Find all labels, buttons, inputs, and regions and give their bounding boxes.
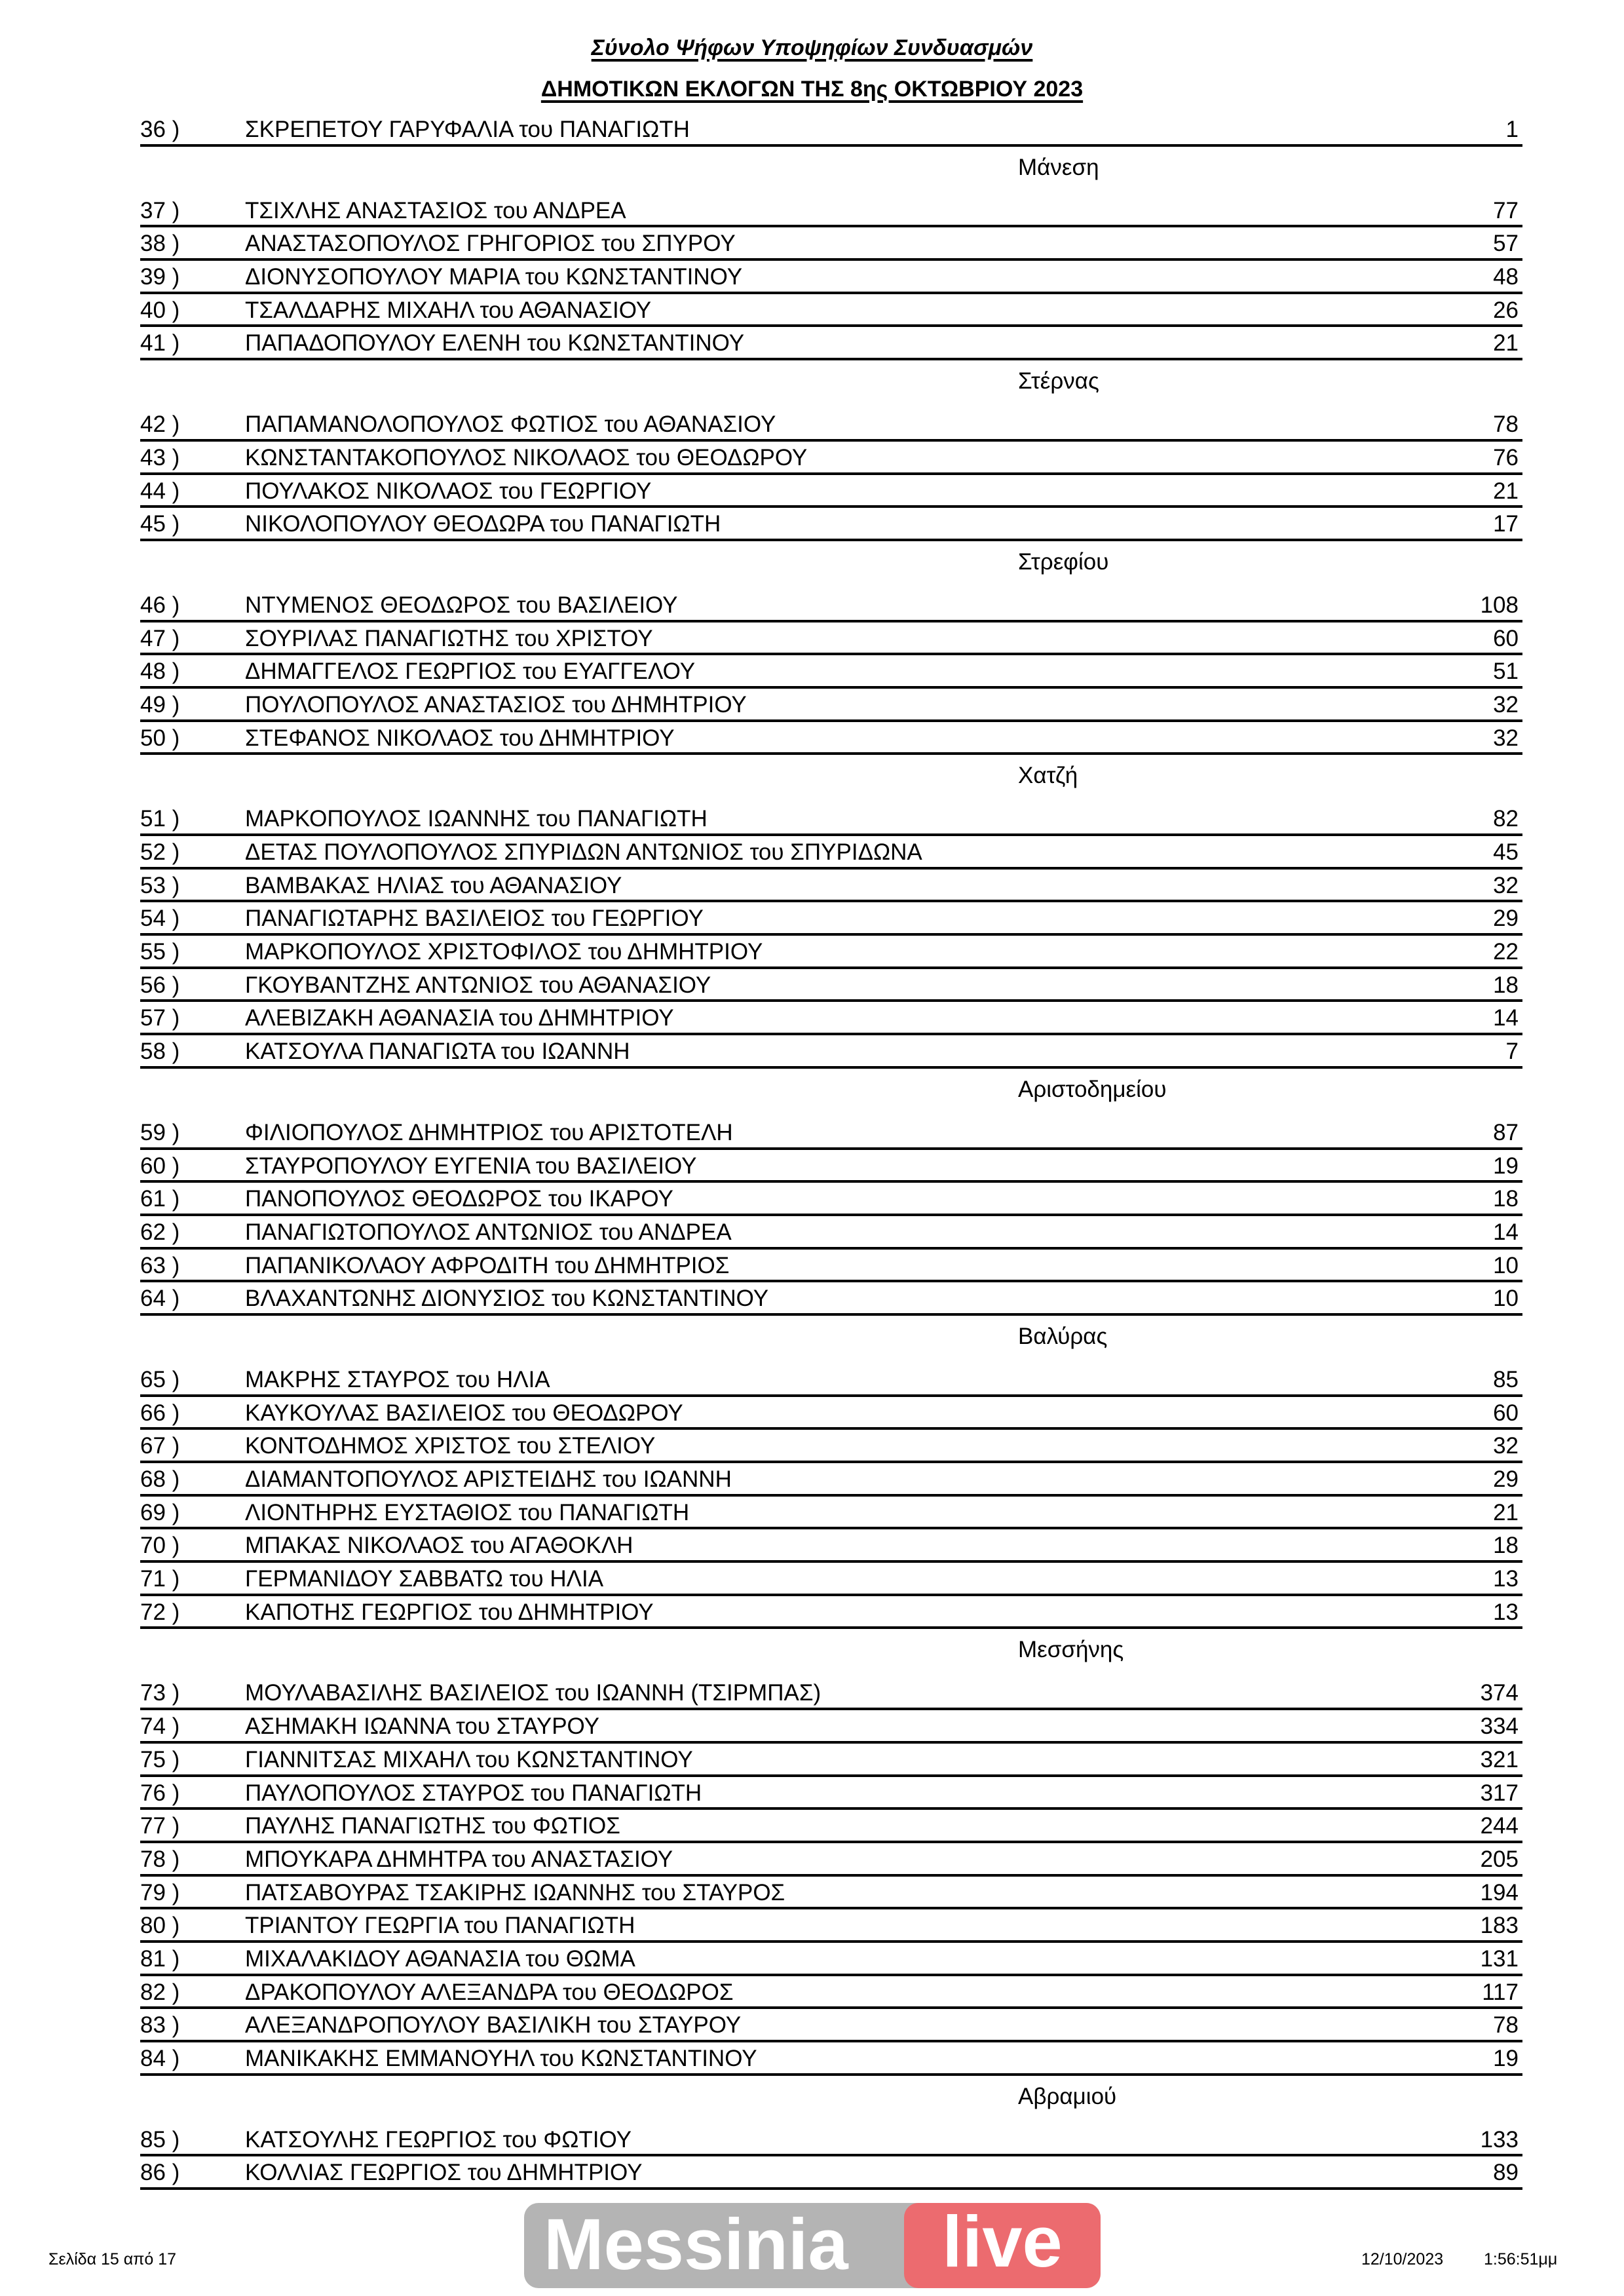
candidate-row xyxy=(140,1596,1522,1630)
candidate-row xyxy=(140,969,1522,1003)
candidate-number: 58 ) xyxy=(140,1039,180,1065)
candidate-number: 47 ) xyxy=(140,625,180,651)
candidate-votes-list xyxy=(140,113,1522,2190)
candidate-row xyxy=(140,1150,1522,1183)
candidate-number: 70 ) xyxy=(140,1533,180,1559)
candidate-votes: 19 xyxy=(1493,2046,1519,2071)
candidate-row xyxy=(140,1877,1522,1910)
candidate-row xyxy=(140,1909,1522,1943)
candidate-row xyxy=(140,1497,1522,1530)
candidate-number: 39 ) xyxy=(140,264,180,290)
candidate-number: 83 ) xyxy=(140,2012,180,2038)
candidate-number: 56 ) xyxy=(140,972,180,998)
candidate-row xyxy=(140,2156,1522,2190)
candidate-number: 37 ) xyxy=(140,197,180,223)
candidate-row xyxy=(140,655,1522,689)
candidate-name: ΣΤΑΥΡΟΠΟΥΛΟΥ ΕΥΓΕΝΙΑ του ΒΑΣΙΛΕΙΟΥ xyxy=(245,1153,697,1179)
section-name: Βαλύρας xyxy=(1018,1323,1108,1349)
candidate-row xyxy=(140,1563,1522,1596)
candidate-votes: 317 xyxy=(1480,1780,1519,1806)
candidate-row xyxy=(140,1463,1522,1497)
candidate-row xyxy=(140,442,1522,475)
candidate-number: 53 ) xyxy=(140,872,180,898)
candidate-row xyxy=(140,2124,1522,2157)
candidate-name: ΑΛΕΒΙΖΑΚΗ ΑΘΑΝΑΣΙΑ του ΔΗΜΗΤΡΙΟΥ xyxy=(245,1005,674,1031)
candidate-votes: 133 xyxy=(1480,2126,1519,2152)
candidate-row xyxy=(140,508,1522,541)
candidate-row xyxy=(140,1282,1522,1316)
section-name: Μεσσήνης xyxy=(1018,1637,1124,1663)
candidate-name: ΜΑΝΙΚΑΚΗΣ ΕΜΜΑΝΟΥΗΛ του ΚΩΝΣΤΑΝΤΙΝΟΥ xyxy=(245,2046,757,2071)
candidate-votes: 89 xyxy=(1493,2160,1519,2186)
candidate-votes: 57 xyxy=(1493,231,1519,257)
candidate-name: ΣΤΕΦΑΝΟΣ ΝΙΚΟΛΑΟΣ του ΔΗΜΗΤΡΙΟΥ xyxy=(245,725,675,751)
candidate-row xyxy=(140,1250,1522,1283)
candidate-row xyxy=(140,1002,1522,1035)
candidate-votes: 32 xyxy=(1493,1433,1519,1459)
candidate-number: 48 ) xyxy=(140,659,180,685)
candidate-votes: 205 xyxy=(1480,1846,1519,1872)
watermark-brand: Messinia xyxy=(544,2204,848,2285)
candidate-row xyxy=(140,1216,1522,1250)
document-subtitle: ΔΗΜΟΤΙΚΩΝ ΕΚΛΟΓΩΝ ΤΗΣ 8ης ΟΚΤΩΒΡΙΟΥ 2023 xyxy=(540,77,1084,102)
candidate-row xyxy=(140,1430,1522,1463)
candidate-votes: 60 xyxy=(1493,1400,1519,1426)
candidate-number: 59 ) xyxy=(140,1119,180,1145)
candidate-name: ΚΑΥΚΟΥΛΑΣ ΒΑΣΙΛΕΙΟΣ του ΘΕΟΔΩΡΟΥ xyxy=(245,1400,683,1426)
candidate-row xyxy=(140,803,1522,836)
candidate-votes: 60 xyxy=(1493,625,1519,651)
candidate-number: 44 ) xyxy=(140,478,180,504)
candidate-row xyxy=(140,475,1522,508)
candidate-votes: 29 xyxy=(1493,1466,1519,1492)
section-header xyxy=(140,360,1522,408)
candidate-row xyxy=(140,1117,1522,1150)
candidate-name: ΑΛΕΞΑΝΔΡΟΠΟΥΛΟΥ ΒΑΣΙΛΙΚΗ του ΣΤΑΥΡΟΥ xyxy=(245,2012,742,2038)
candidate-votes: 14 xyxy=(1493,1219,1519,1245)
candidate-number: 75 ) xyxy=(140,1746,180,1772)
candidate-votes: 17 xyxy=(1493,511,1519,537)
candidate-name: ΝΙΚΟΛΟΠΟΥΛΟΥ ΘΕΟΔΩΡΑ του ΠΑΝΑΓΙΩΤΗ xyxy=(245,511,721,537)
candidate-number: 67 ) xyxy=(140,1433,180,1459)
candidate-row xyxy=(140,227,1522,261)
candidate-number: 73 ) xyxy=(140,1680,180,1706)
candidate-votes: 21 xyxy=(1493,330,1519,356)
candidate-name: ΜΠΑΚΑΣ ΝΙΚΟΛΑΟΣ του ΑΓΑΘΟΚΛΗ xyxy=(245,1533,633,1559)
candidate-number: 38 ) xyxy=(140,231,180,257)
candidate-votes: 334 xyxy=(1480,1713,1519,1740)
candidate-row xyxy=(140,1744,1522,1777)
candidate-name: ΜΟΥΛΑΒΑΣΙΛΗΣ ΒΑΣΙΛΕΙΟΣ του ΙΩΑΝΝΗ (ΤΣΙΡΜΠΑΣ) xyxy=(245,1680,821,1706)
candidate-number: 86 ) xyxy=(140,2160,180,2186)
messinia-live-watermark xyxy=(524,2203,1101,2288)
candidate-votes: 108 xyxy=(1480,592,1519,618)
candidate-row xyxy=(140,722,1522,756)
candidate-name: ΠΑΠΑΔΟΠΟΥΛΟΥ ΕΛΕΝΗ του ΚΩΝΣΤΑΝΤΙΝΟΥ xyxy=(245,330,745,356)
candidate-name: ΔΗΜΑΓΓΕΛΟΣ ΓΕΩΡΓΙΟΣ του ΕΥΑΓΓΕΛΟΥ xyxy=(245,659,696,685)
candidate-name: ΠΑΝΑΓΙΩΤΑΡΗΣ ΒΑΣΙΛΕΙΟΣ του ΓΕΩΡΓΙΟΥ xyxy=(245,906,704,932)
candidate-votes: 29 xyxy=(1493,906,1519,932)
candidate-name: ΠΑΥΛΟΠΟΥΛΟΣ ΣΤΑΥΡΟΣ του ΠΑΝΑΓΙΩΤΗ xyxy=(245,1780,702,1806)
candidate-number: 64 ) xyxy=(140,1286,180,1312)
candidate-votes: 10 xyxy=(1493,1286,1519,1312)
candidate-name: ΔΙΟΝΥΣΟΠΟΥΛΟΥ ΜΑΡΙΑ του ΚΩΝΣΤΑΝΤΙΝΟΥ xyxy=(245,264,743,290)
candidate-number: 82 ) xyxy=(140,1979,180,2005)
candidate-number: 49 ) xyxy=(140,691,180,718)
section-header xyxy=(140,2076,1522,2124)
candidate-name: ΤΣΑΛΔΑΡΗΣ ΜΙΧΑΗΛ του ΑΘΑΝΑΣΙΟΥ xyxy=(245,297,652,323)
candidate-number: 74 ) xyxy=(140,1713,180,1740)
candidate-number: 55 ) xyxy=(140,939,180,965)
candidate-row xyxy=(140,408,1522,442)
section-name: Στρεφίου xyxy=(1018,548,1109,575)
candidate-votes: 21 xyxy=(1493,1499,1519,1525)
candidate-number: 80 ) xyxy=(140,1913,180,1939)
candidate-name: ΔΡΑΚΟΠΟΥΛΟΥ ΑΛΕΞΑΝΔΡΑ του ΘΕΟΔΩΡΟΣ xyxy=(245,1979,734,2005)
candidate-name: ΓΚΟΥΒΑΝΤΖΗΣ ΑΝΤΩΝΙΟΣ του ΑΘΑΝΑΣΙΟΥ xyxy=(245,972,711,998)
candidate-number: 50 ) xyxy=(140,725,180,751)
candidate-number: 40 ) xyxy=(140,297,180,323)
candidate-votes: 194 xyxy=(1480,1879,1519,1905)
candidate-row xyxy=(140,1035,1522,1069)
candidate-name: ΓΕΡΜΑΝΙΔΟΥ ΣΑΒΒΑΤΩ του ΗΛΙΑ xyxy=(245,1566,604,1592)
candidate-row xyxy=(140,1976,1522,2010)
candidate-name: ΑΣΗΜΑΚΗ ΙΩΑΝΝΑ του ΣΤΑΥΡΟΥ xyxy=(245,1713,599,1740)
candidate-number: 72 ) xyxy=(140,1599,180,1625)
candidate-name: ΜΑΡΚΟΠΟΥΛΟΣ ΧΡΙΣΤΟΦΙΛΟΣ του ΔΗΜΗΤΡΙΟΥ xyxy=(245,939,763,965)
candidate-row xyxy=(140,689,1522,722)
section-name: Στέρνας xyxy=(1018,368,1099,394)
candidate-row xyxy=(140,1397,1522,1430)
candidate-votes: 18 xyxy=(1493,972,1519,998)
candidate-row xyxy=(140,870,1522,903)
candidate-votes: 131 xyxy=(1480,1945,1519,1972)
candidate-votes: 7 xyxy=(1505,1039,1519,1065)
candidate-name: ΤΣΙΧΛΗΣ ΑΝΑΣΤΑΣΙΟΣ του ΑΝΔΡΕΑ xyxy=(245,197,626,223)
candidate-row xyxy=(140,836,1522,870)
candidate-number: 45 ) xyxy=(140,511,180,537)
candidate-name: ΓΙΑΝΝΙΤΣΑΣ ΜΙΧΑΗΛ του ΚΩΝΣΤΑΝΤΙΝΟΥ xyxy=(245,1746,693,1772)
candidate-row xyxy=(140,1183,1522,1216)
candidate-votes: 22 xyxy=(1493,939,1519,965)
candidate-number: 57 ) xyxy=(140,1005,180,1031)
page-number: Σελίδα 15 από 17 xyxy=(48,2250,177,2268)
candidate-votes: 32 xyxy=(1493,691,1519,718)
candidate-name: ΛΙΟΝΤΗΡΗΣ ΕΥΣΤΑΘΙΟΣ του ΠΑΝΑΓΙΩΤΗ xyxy=(245,1499,690,1525)
candidate-number: 43 ) xyxy=(140,444,180,470)
print-date: 12/10/2023 xyxy=(1361,2250,1444,2268)
candidate-votes: 321 xyxy=(1480,1746,1519,1772)
candidate-votes: 78 xyxy=(1493,411,1519,438)
candidate-number: 63 ) xyxy=(140,1252,180,1278)
candidate-number: 52 ) xyxy=(140,839,180,865)
section-header xyxy=(140,541,1522,589)
candidate-number: 62 ) xyxy=(140,1219,180,1245)
candidate-votes: 77 xyxy=(1493,197,1519,223)
candidate-number: 66 ) xyxy=(140,1400,180,1426)
section-name: Αβραμιού xyxy=(1018,2083,1117,2109)
candidate-votes: 374 xyxy=(1480,1680,1519,1706)
candidate-row xyxy=(140,195,1522,228)
candidate-votes: 48 xyxy=(1493,264,1519,290)
candidate-votes: 76 xyxy=(1493,444,1519,470)
candidate-number: 76 ) xyxy=(140,1780,180,1806)
candidate-row xyxy=(140,1943,1522,1976)
candidate-name: ΠΑΠΑΝΙΚΟΛΑΟΥ ΑΦΡΟΔΙΤΗ του ΔΗΜΗΤΡΙΟΣ xyxy=(245,1252,730,1278)
candidate-name: ΚΑΤΣΟΥΛΗΣ ΓΕΩΡΓΙΟΣ του ΦΩΤΙΟΥ xyxy=(245,2126,632,2152)
candidate-row xyxy=(140,1529,1522,1563)
section-header xyxy=(140,1316,1522,1364)
candidate-row xyxy=(140,2042,1522,2076)
candidate-number: 60 ) xyxy=(140,1153,180,1179)
section-header xyxy=(140,147,1522,195)
candidate-name: ΜΙΧΑΛΑΚΙΔΟΥ ΑΘΑΝΑΣΙΑ του ΘΩΜΑ xyxy=(245,1945,635,1972)
candidate-name: ΠΟΥΛΟΠΟΥΛΟΣ ΑΝΑΣΤΑΣΙΟΣ του ΔΗΜΗΤΡΙΟΥ xyxy=(245,691,747,718)
candidate-name: ΣΟΥΡΙΛΑΣ ΠΑΝΑΓΙΩΤΗΣ του ΧΡΙΣΤΟΥ xyxy=(245,625,653,651)
candidate-votes: 18 xyxy=(1493,1533,1519,1559)
candidate-name: ΠΑΠΑΜΑΝΟΛΟΠΟΥΛΟΣ ΦΩΤΙΟΣ του ΑΘΑΝΑΣΙΟΥ xyxy=(245,411,776,438)
candidate-votes: 87 xyxy=(1493,1119,1519,1145)
candidate-row xyxy=(140,1710,1522,1744)
candidate-votes: 117 xyxy=(1482,1979,1519,2005)
candidate-name: ΦΙΛΙΟΠΟΥΛΟΣ ΔΗΜΗΤΡΙΟΣ του ΑΡΙΣΤΟΤΕΛΗ xyxy=(245,1119,733,1145)
candidate-number: 85 ) xyxy=(140,2126,180,2152)
candidate-name: ΠΑΤΣΑΒΟΥΡΑΣ ΤΣΑΚΙΡΗΣ ΙΩΑΝΝΗΣ του ΣΤΑΥΡΟΣ xyxy=(245,1879,785,1905)
document-title: Σύνολο Ψήφων Υποψηφίων Συνδυασμών xyxy=(591,35,1033,60)
candidate-name: ΠΑΝΑΓΙΩΤΟΠΟΥΛΟΣ ΑΝΤΩΝΙΟΣ του ΑΝΔΡΕΑ xyxy=(245,1219,732,1245)
candidate-name: ΠΑΥΛΗΣ ΠΑΝΑΓΙΩΤΗΣ του ΦΩΤΙΟΣ xyxy=(245,1813,620,1839)
candidate-number: 71 ) xyxy=(140,1566,180,1592)
candidate-name: ΠΟΥΛΑΚΟΣ ΝΙΚΟΛΑΟΣ του ΓΕΩΡΓΙΟΥ xyxy=(245,478,652,504)
candidate-row xyxy=(140,622,1522,656)
candidate-row xyxy=(140,1777,1522,1810)
candidate-row xyxy=(140,327,1522,360)
candidate-votes: 85 xyxy=(1493,1366,1519,1392)
candidate-votes: 51 xyxy=(1493,659,1519,685)
candidate-row xyxy=(140,902,1522,936)
section-header xyxy=(140,755,1522,803)
candidate-votes: 18 xyxy=(1493,1186,1519,1212)
candidate-number: 81 ) xyxy=(140,1945,180,1972)
section-name: Χατζή xyxy=(1018,763,1078,789)
candidate-name: ΠΑΝΟΠΟΥΛΟΣ ΘΕΟΔΩΡΟΣ του ΙΚΑΡΟΥ xyxy=(245,1186,673,1212)
candidate-votes: 1 xyxy=(1505,117,1519,142)
candidate-row xyxy=(140,1843,1522,1877)
candidate-number: 46 ) xyxy=(140,592,180,618)
candidate-number: 78 ) xyxy=(140,1846,180,1872)
candidate-row xyxy=(140,589,1522,622)
candidate-row xyxy=(140,1364,1522,1397)
candidate-number: 68 ) xyxy=(140,1466,180,1492)
candidate-name: ΜΠΟΥΚΑΡΑ ΔΗΜΗΤΡΑ του ΑΝΑΣΤΑΣΙΟΥ xyxy=(245,1846,673,1872)
candidate-number: 79 ) xyxy=(140,1879,180,1905)
candidate-name: ΑΝΑΣΤΑΣΟΠΟΥΛΟΣ ΓΡΗΓΟΡΙΟΣ του ΣΠΥΡΟΥ xyxy=(245,231,736,257)
candidate-row xyxy=(140,261,1522,294)
candidate-row xyxy=(140,2009,1522,2042)
candidate-number: 41 ) xyxy=(140,330,180,356)
candidate-number: 51 ) xyxy=(140,806,180,832)
candidate-name: ΚΑΤΣΟΥΛΑ ΠΑΝΑΓΙΩΤΑ του ΙΩΑΝΝΗ xyxy=(245,1039,630,1065)
candidate-number: 77 ) xyxy=(140,1813,180,1839)
section-name: Μάνεση xyxy=(1018,154,1099,180)
candidate-number: 65 ) xyxy=(140,1366,180,1392)
candidate-votes: 14 xyxy=(1493,1005,1519,1031)
candidate-number: 61 ) xyxy=(140,1186,180,1212)
candidate-row xyxy=(140,936,1522,969)
candidate-number: 69 ) xyxy=(140,1499,180,1525)
candidate-row xyxy=(140,294,1522,328)
candidate-votes: 32 xyxy=(1493,872,1519,898)
candidate-number: 36 ) xyxy=(140,117,180,142)
section-header xyxy=(140,1629,1522,1677)
candidate-votes: 82 xyxy=(1493,806,1519,832)
candidate-name: ΔΕΤΑΣ ΠΟΥΛΟΠΟΥΛΟΣ ΣΠΥΡΙΔΩΝ ΑΝΤΩΝΙΟΣ του ΣΠΥΡΙΔΩΝΑ xyxy=(245,839,922,865)
section-name: Αριστοδημείου xyxy=(1018,1076,1167,1102)
candidate-number: 42 ) xyxy=(140,411,180,438)
candidate-votes: 10 xyxy=(1493,1252,1519,1278)
candidate-name: ΚΟΛΛΙΑΣ ΓΕΩΡΓΙΟΣ του ΔΗΜΗΤΡΙΟΥ xyxy=(245,2160,643,2186)
candidate-votes: 78 xyxy=(1493,2012,1519,2038)
candidate-name: ΒΛΑΧΑΝΤΩΝΗΣ ΔΙΟΝΥΣΙΟΣ του ΚΩΝΣΤΑΝΤΙΝΟΥ xyxy=(245,1286,769,1312)
candidate-votes: 244 xyxy=(1480,1813,1519,1839)
print-time: 1:56:51μμ xyxy=(1484,2250,1558,2268)
candidate-row xyxy=(140,113,1522,147)
candidate-row xyxy=(140,1677,1522,1710)
watermark-tag: live xyxy=(904,2203,1101,2288)
candidate-name: ΝΤΥΜΕΝΟΣ ΘΕΟΔΩΡΟΣ του ΒΑΣΙΛΕΙΟΥ xyxy=(245,592,678,618)
candidate-name: ΚΑΠΟΤΗΣ ΓΕΩΡΓΙΟΣ του ΔΗΜΗΤΡΙΟΥ xyxy=(245,1599,654,1625)
candidate-votes: 19 xyxy=(1493,1153,1519,1179)
candidate-votes: 21 xyxy=(1493,478,1519,504)
candidate-name: ΜΑΚΡΗΣ ΣΤΑΥΡΟΣ του ΗΛΙΑ xyxy=(245,1366,550,1392)
candidate-votes: 13 xyxy=(1493,1566,1519,1592)
candidate-name: ΚΟΝΤΟΔΗΜΟΣ ΧΡΙΣΤΟΣ του ΣΤΕΛΙΟΥ xyxy=(245,1433,656,1459)
candidate-name: ΤΡΙΑΝΤΟΥ ΓΕΩΡΓΙΑ του ΠΑΝΑΓΙΩΤΗ xyxy=(245,1913,635,1939)
candidate-number: 54 ) xyxy=(140,906,180,932)
candidate-name: ΚΩΝΣΤΑΝΤΑΚΟΠΟΥΛΟΣ ΝΙΚΟΛΑΟΣ του ΘΕΟΔΩΡΟΥ xyxy=(245,444,808,470)
candidate-votes: 32 xyxy=(1493,725,1519,751)
candidate-votes: 45 xyxy=(1493,839,1519,865)
candidate-votes: 183 xyxy=(1480,1913,1519,1939)
section-header xyxy=(140,1069,1522,1117)
candidate-votes: 26 xyxy=(1493,297,1519,323)
candidate-name: ΒΑΜΒΑΚΑΣ ΗΛΙΑΣ του ΑΘΑΝΑΣΙΟΥ xyxy=(245,872,622,898)
candidate-row xyxy=(140,1810,1522,1843)
candidate-number: 84 ) xyxy=(140,2046,180,2071)
candidate-name: ΜΑΡΚΟΠΟΥΛΟΣ ΙΩΑΝΝΗΣ του ΠΑΝΑΓΙΩΤΗ xyxy=(245,806,708,832)
candidate-name: ΣΚΡΕΠΕΤΟΥ ΓΑΡΥΦΑΛΙΑ του ΠΑΝΑΓΙΩΤΗ xyxy=(245,117,690,142)
candidate-name: ΔΙΑΜΑΝΤΟΠΟΥΛΟΣ ΑΡΙΣΤΕΙΔΗΣ του ΙΩΑΝΝΗ xyxy=(245,1466,732,1492)
candidate-votes: 13 xyxy=(1493,1599,1519,1625)
